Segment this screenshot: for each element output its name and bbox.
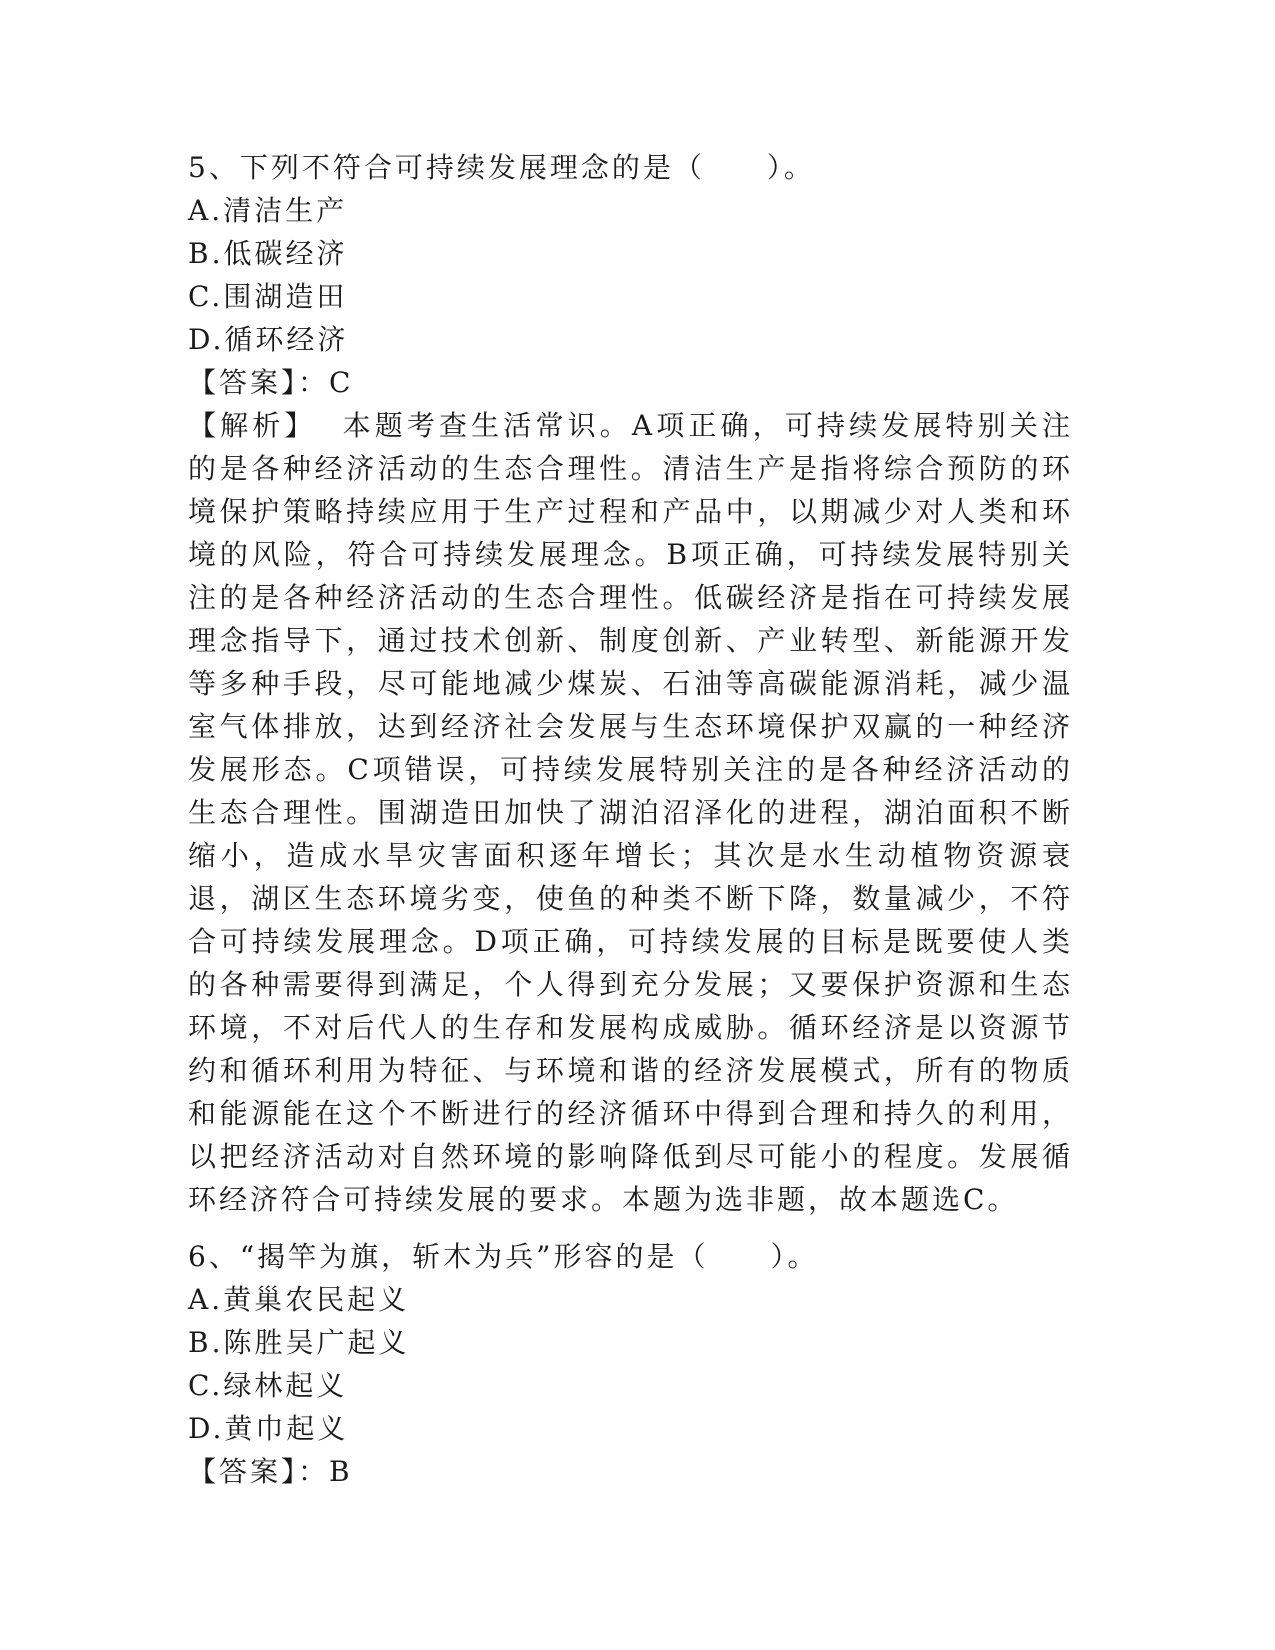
question-stem: 5、下列不符合可持续发展理念的是（ ）。 (188, 151, 815, 184)
option-b: B.低碳经济 (188, 237, 348, 270)
document-page (188, 146, 1088, 1493)
question-gap (188, 1221, 1088, 1235)
option-c: C.围湖造田 (188, 280, 348, 313)
answer-line (188, 1450, 1088, 1493)
option-d: D.循环经济 (188, 323, 349, 356)
explanation (188, 404, 1073, 1221)
option-a: A.黄巢农民起义 (188, 1283, 410, 1316)
answer-value: B (329, 1455, 353, 1488)
answer-label: 【答案】： (188, 1455, 330, 1488)
option-d: D.黄巾起义 (188, 1412, 349, 1445)
answer-value: C (329, 366, 354, 399)
question-6 (188, 1235, 1088, 1493)
option-a: A.清洁生产 (188, 194, 348, 227)
explanation-label: 【解析】 (188, 409, 317, 442)
question-5 (188, 146, 1088, 1221)
answer-line (188, 361, 1088, 404)
option-c: C.绿林起义 (188, 1369, 348, 1402)
option-b: B.陈胜吴广起义 (188, 1326, 410, 1359)
question-stem: 6、“揭竿为旗，斩木为兵”形容的是（ ）。 (188, 1240, 819, 1273)
answer-label: 【答案】： (188, 366, 330, 399)
explanation-text: 本题考查生活常识。A项正确，可持续发展特别关注的是各种经济活动的生态合理性。清洁生产是指将综合预防的环境保护策略持续应用于生产过程和产品中，以期减少对人类和环境的风险，符合可持续发展理念。B项正确，可持续发展特别关注的是各种经济活动的生态合理性。低碳经济是指在可持续发展理念指导下，通过技术创新、制度创新、产业转型、新能源开发等多种手段，尽可能地减少煤炭、石油等高碳能源消耗，减少温室气体排放，达到经济社会发展与生态环境保护双赢的一种经济发展形态。C项错误，可持续发展特别关注的是各种经济活动的生态合理性。围湖造田加快了湖泊沼泽化的进程，湖泊面积不断缩小，造成水旱灾害面积逐年增长；其次是水生动植物资源衰退，湖区生态环境劣变，使鱼的种类不断下降，数量减少，不符合可持续发展理念。D项正确，可持续发展的目标是既要使人类的各种需要得到满足，个人得到充分发展；又要保护资源和生态环境，不对后代人的生存和发展构成威胁。循环经济是以资源节约和循环利用为特征、与环境和谐的经济发展模式，所有的物质和能源能在这个不断进行的经济循环中得到合理和持久的利用，以把经济活动对自然环境的影响降低到尽可能小的程度。发展循环经济符合可持续发展的要求。本题为选非题，故本题选C。 (188, 409, 1073, 1216)
